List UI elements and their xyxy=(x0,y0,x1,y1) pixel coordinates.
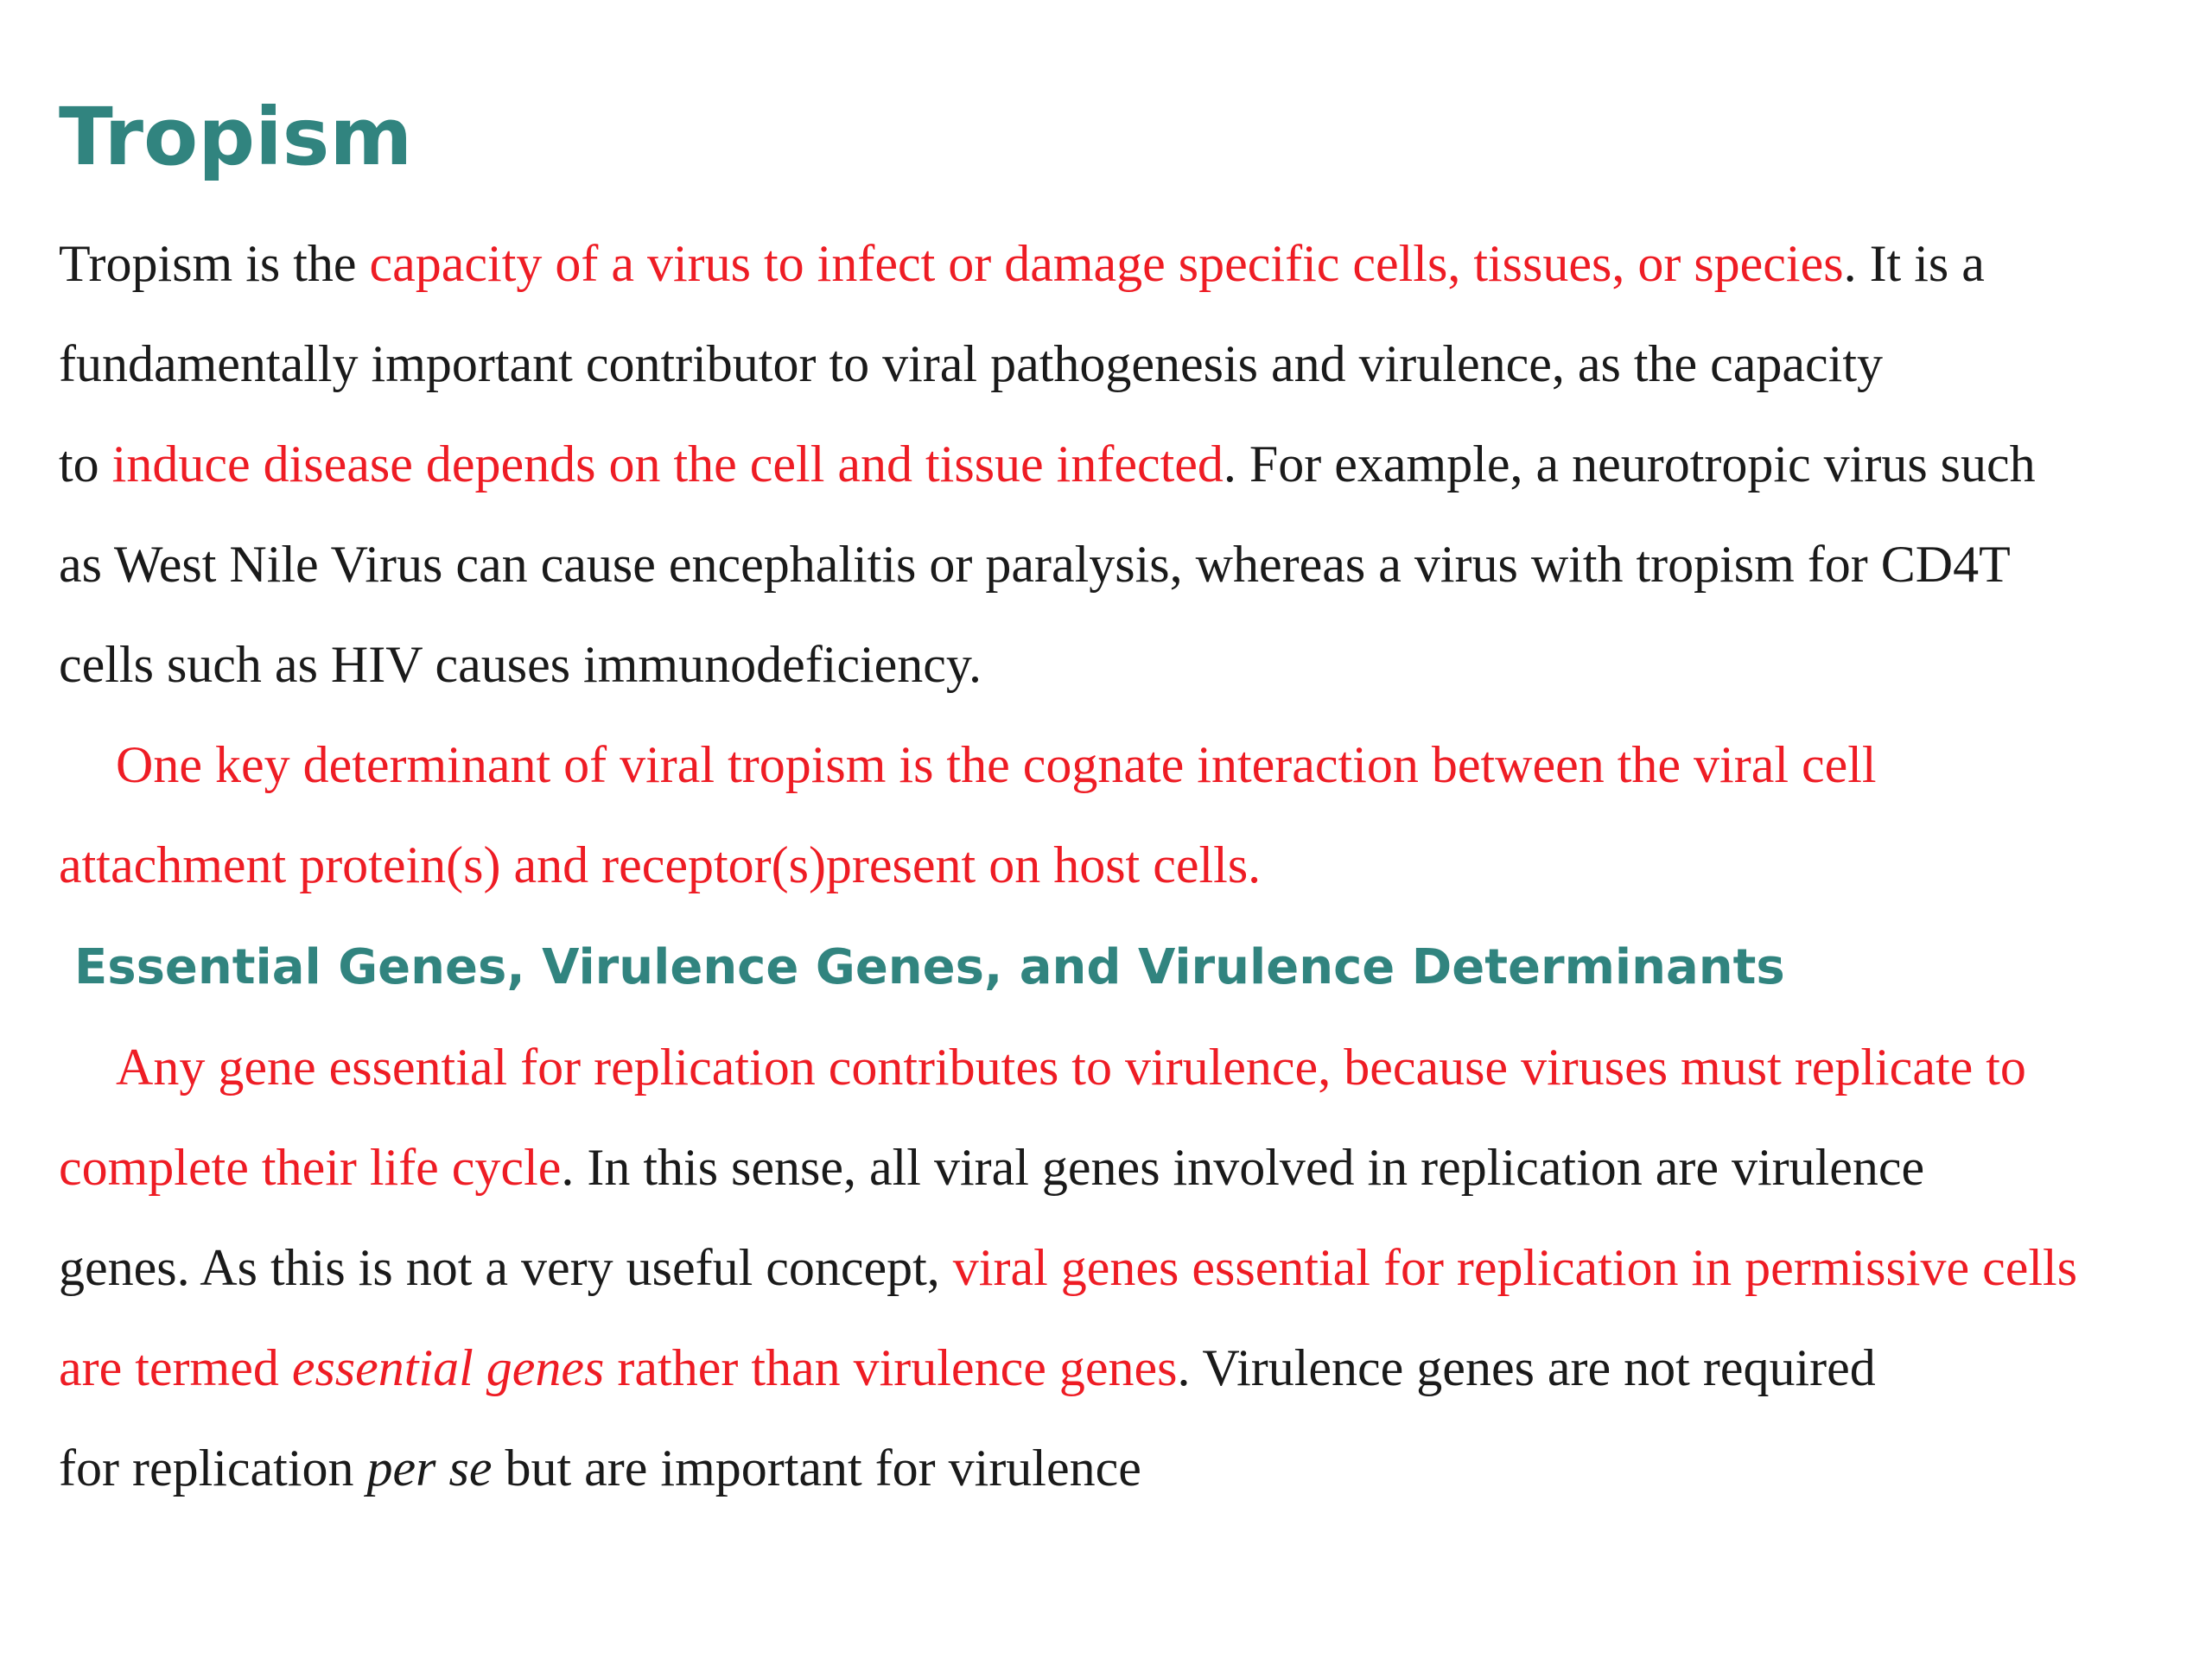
body-line xyxy=(59,1320,1876,1415)
highlighted-text: viral genes essential for replication in permissive cells xyxy=(952,1239,2078,1296)
body-line xyxy=(59,1421,1141,1516)
text-segment: as West Nile Virus can cause encephalitis or paralysis, whereas a virus with tropism for CD4T xyxy=(59,536,2011,593)
highlighted-text: One key determinant of viral tropism is the cognate interaction between the viral cell xyxy=(116,736,1877,793)
body-line xyxy=(59,517,2011,612)
slide-title: Tropism xyxy=(59,91,413,183)
text-segment: Tropism is the xyxy=(59,235,370,292)
text-segment: . In this sense, all viral genes involved in replication are virulence xyxy=(561,1139,1925,1196)
text-segment: but are important for virulence xyxy=(492,1440,1141,1497)
text-segment: cells such as HIV causes immunodeficiency. xyxy=(59,636,982,693)
highlighted-text: capacity of a virus to infect or damage specific cells, tissues, or species xyxy=(369,235,1844,292)
highlighted-text: induce disease depends on the cell and tissue infected xyxy=(111,435,1224,493)
highlighted-text: complete their life cycle xyxy=(59,1139,562,1196)
italic-term: essential genes xyxy=(291,1339,605,1396)
highlighted-text: Any gene essential for replication contributes to virulence, because viruses must replicate to xyxy=(116,1039,2026,1096)
text-segment: . Virulence genes are not required xyxy=(1177,1339,1876,1396)
text-segment: for replication xyxy=(59,1440,367,1497)
body-line xyxy=(59,1120,1924,1215)
body-line xyxy=(116,717,1877,812)
body-line xyxy=(59,316,1883,411)
italic-term: per se xyxy=(366,1440,493,1497)
body-line xyxy=(59,617,982,712)
text-segment: fundamentally important contributor to viral pathogenesis and virulence, as the capacity xyxy=(59,335,1883,392)
highlighted-text: rather than virulence genes xyxy=(604,1339,1178,1396)
highlighted-text: attachment protein(s) and receptor(s)present on host cells. xyxy=(59,836,1262,893)
highlighted-text: are termed xyxy=(59,1339,292,1396)
body-line xyxy=(59,216,1985,311)
body-line xyxy=(59,416,2036,512)
body-line xyxy=(59,817,1261,912)
body-line xyxy=(116,1020,2026,1115)
body-line xyxy=(59,1220,2077,1315)
text-segment: genes. As this is not a very useful concept, xyxy=(59,1239,953,1296)
text-segment: . It is a xyxy=(1843,235,1985,292)
text-segment: to xyxy=(59,435,112,493)
section-heading: Essential Genes, Virulence Genes, and Virulence Determinants xyxy=(74,939,1785,995)
text-segment: . For example, a neurotropic virus such xyxy=(1223,435,2036,493)
